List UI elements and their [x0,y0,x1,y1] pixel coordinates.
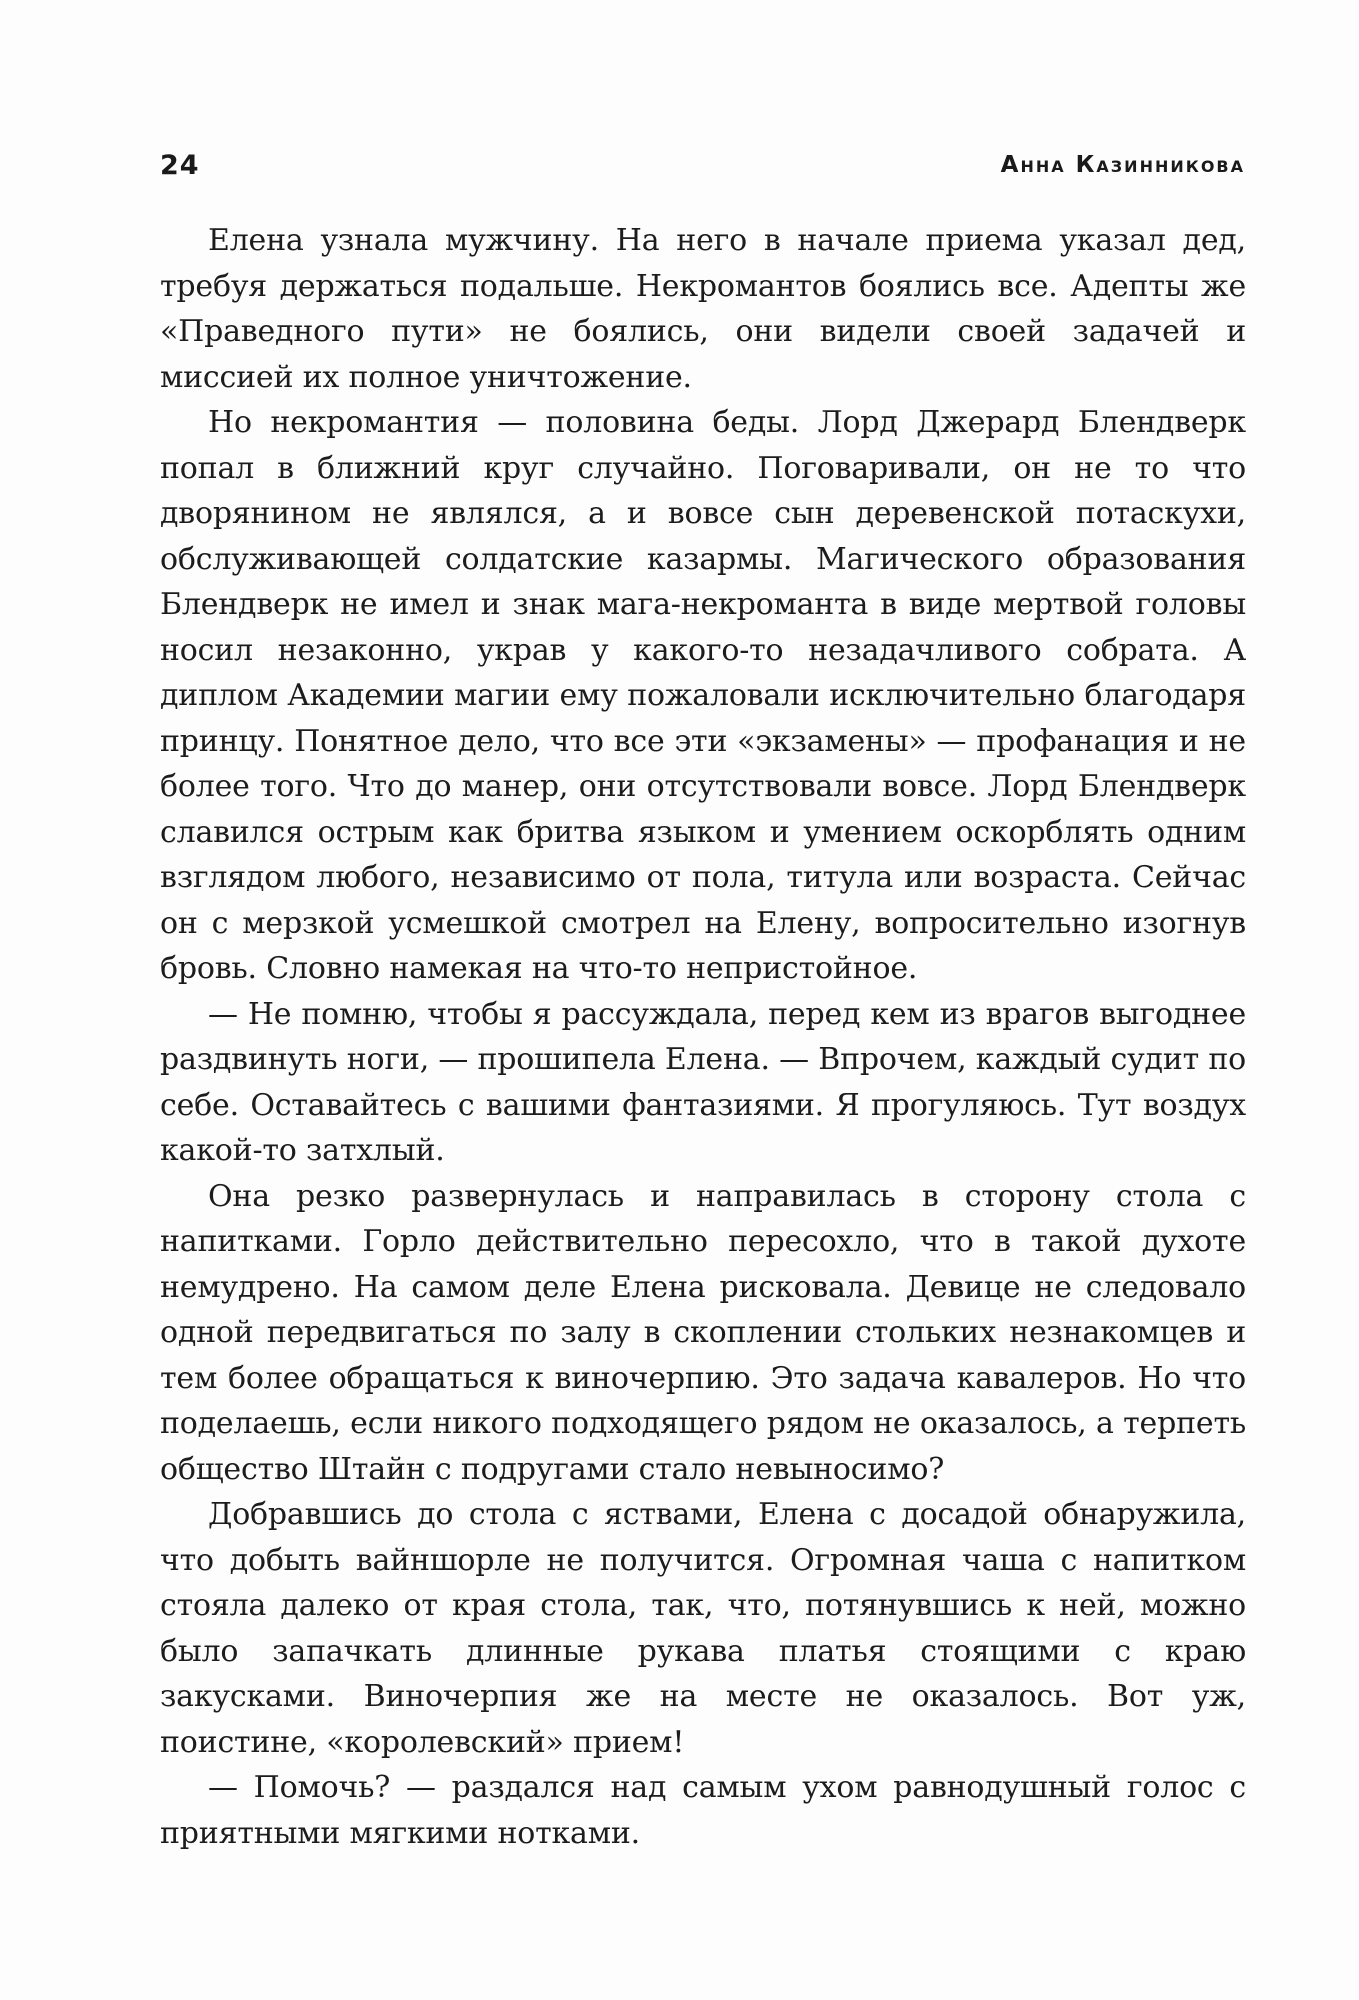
page-number: 24 [160,150,200,181]
author-name: Анна Казинникова [1000,152,1245,178]
body-text [160,218,1246,1856]
paragraph: Она резко развернулась и направилась в сторону стола с напитками. Горло действительно пересохло, что в такой духоте немудрено. На самом деле Елена рисковала. Девице не следовало одной передвигаться по залу в скоплении стольких незнакомцев и тем более обращаться к виночерпию. Это задача кавалеров. Но что поделаешь, если никого подходящего рядом не оказалось, а терпеть общество Штайн с подругами стало невыносимо? [160,1178,1246,1487]
running-head [160,150,1245,190]
paragraph: — Помочь? — раздался над самым ухом равнодушный голос с приятными мягкими нотками. [160,1770,1246,1851]
paragraph: Елена узнала мужчину. На него в начале приема указал дед, требуя держаться подальше. Некромантов боялись все. Адепты же «Праведного пути» не боялись, они видели своей задачей и миссией их полное уничтожение. [160,223,1246,395]
paragraph: Добравшись до стола с яствами, Елена с досадой обнаружила, что добыть вайншорле не получится. Огромная чаша с напитком стояла далеко от края стола, так, что, потянувшись к ней, можно было запачкать длинные рукава платья стоящими с краю закусками. Виночерпия же на месте не оказалось. Вот уж, поистине, «королевский» прием! [160,1497,1246,1760]
paragraph: Но некромантия — половина беды. Лорд Джерард Блендверк попал в ближний круг случайно. Поговаривали, он не то что дворянином не являлся, а и вовсе сын деревенской потаскухи, обслуживающей солдатские казармы. Магического образования Блендверк не имел и знак мага-некроманта в виде мертвой головы носил незаконно, украв у какого-то незадачливого собрата. А диплом Академии магии ему пожаловали исключительно благодаря принцу. Понятное дело, что все эти «экзамены» — профанация и не более того. Что до манер, они отсутствовали вовсе. Лорд Блендверк славился острым как бритва языком и умением оскорблять одним взглядом любого, независимо от пола, титула или возраста. Сейчас он с мерзкой усмешкой смотрел на Елену, вопросительно изогнув бровь. Словно намекая на что-то непристойное. [160,405,1246,986]
paragraph: — Не помню, чтобы я рассуждала, перед кем из врагов выгоднее раздвинуть ноги, — прошипела Елена. — Впрочем, каждый судит по себе. Оставайтесь с вашими фантазиями. Я прогуляюсь. Тут воздух какой-то затхлый. [160,996,1246,1168]
